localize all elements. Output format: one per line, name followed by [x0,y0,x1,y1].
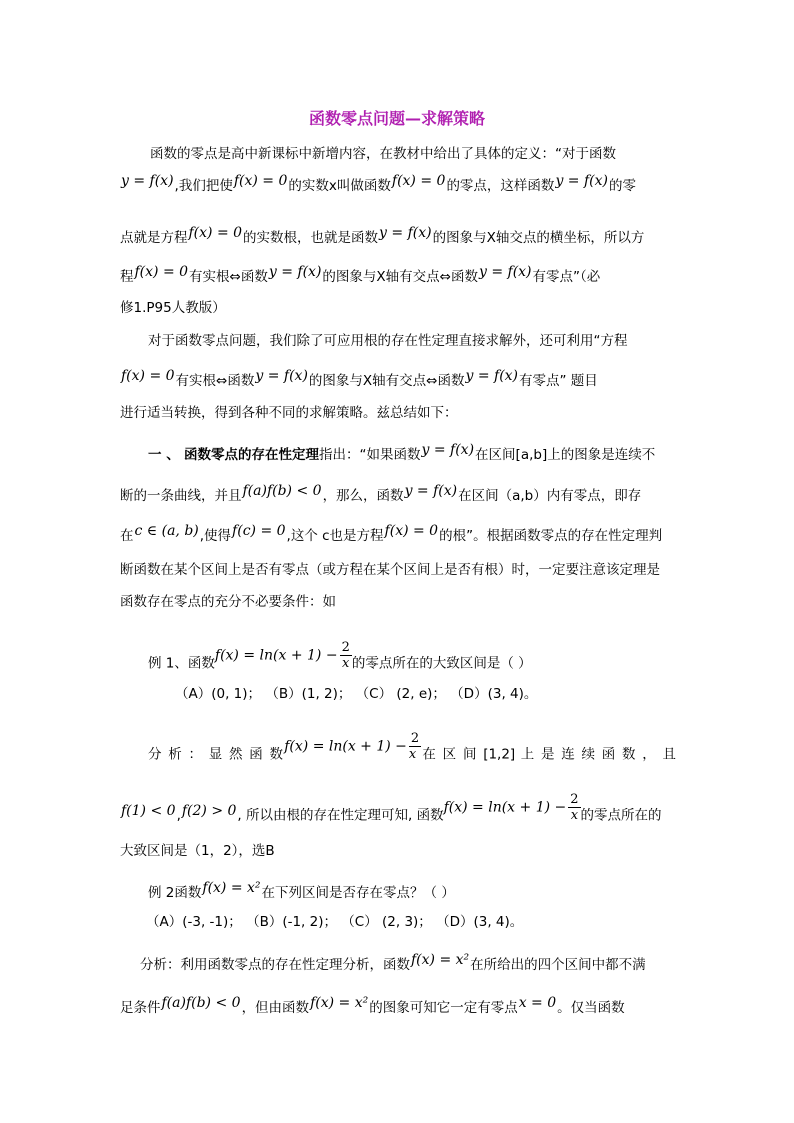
math-formula: f(x) = 0 [233,173,288,189]
fraction-denominator: x [342,656,350,671]
math-formula: y = f(x) [268,264,322,280]
math-formula: f(x) = 0 [188,225,243,241]
document-title: 函数零点问题—求解策略 [308,109,485,128]
text-run: 例 2函数 [148,885,202,901]
text-run: ,我们把使 [174,178,233,194]
text-run: 的图象与X轴有交点⇔函数 [308,373,465,389]
text-run: 的图象与X轴有交点⇔函数 [322,269,478,285]
text-run: 的零点所在的 [580,807,662,824]
math-formula: f(x) = 0 [391,173,446,189]
text-run: 在所给出的四个区间中都不满 [470,957,646,973]
text-run: 指出：“如果函数 [319,447,421,463]
paragraph-line [120,262,676,292]
fraction-denominator: x [570,808,579,823]
text-run: 修1.P95人教版） [120,300,226,316]
math-formula: y = f(x) [478,264,532,280]
example-1-line [120,640,676,678]
paragraph-line [120,398,676,428]
text-run: 例 1、函数 [148,655,215,672]
paragraph-line [120,587,676,617]
text-run: 断的一条曲线，并且 [120,488,242,504]
text-run: 有实根⇔函数 [189,269,268,285]
text-run: ,使得 [199,528,232,544]
paragraph-line [120,223,676,253]
fraction-denominator: x [408,747,417,762]
math-formula: f(x) = 0 [384,523,439,539]
paragraph-line [120,171,676,201]
math-formula: f(a)f(b) < 0 [161,995,241,1011]
analysis-line [120,731,676,769]
math-formula: f(2) > 0 [181,802,237,819]
example-1-options [120,679,676,709]
text-run: 进行适当转换，得到各种不同的求解策略。兹总结如下： [120,405,458,421]
fraction-numerator: 2 [341,640,350,655]
math-formula [444,792,581,823]
math-formula [215,640,352,671]
text-run: 在区间（a,b）内有零点，即存 [458,488,642,504]
paragraph-line [120,366,676,396]
text-run: 的零点，这样函数 [446,178,555,194]
text-run: ，但由函数 [241,1000,310,1016]
fraction-numerator: 2 [570,792,579,807]
math-formula: x = 0 [518,995,557,1011]
math-formula: f(a)f(b) < 0 [242,483,322,499]
math-formula: y = f(x) [421,442,475,458]
analysis-line [120,950,676,980]
text-run: 的实数根，也就是函数 [243,230,379,246]
text-run: 的图象与X轴交点的横坐标，所以方 [432,230,645,246]
paragraph-line [120,521,676,551]
fraction-numerator: 2 [410,731,420,746]
section-heading: 函数零点的存在性定理 [184,447,319,463]
text-run: 对于函数零点问题，我们除了可应用根的存在性定理直接求解外，还可利用“方程 [148,333,628,349]
section-number: 一 、 [148,447,180,463]
text-run: 程 [120,269,134,285]
text-run: 的根”。根据函数零点的存在性定理判 [439,528,663,544]
fraction [340,640,352,671]
text-run: 的零 [608,178,636,194]
text-run: 的零点所在的大致区间是（ ） [351,655,532,672]
formula-lhs: f(x) = ln(x + 1) − [284,738,407,755]
text-run: 函数存在零点的充分不必要条件：如 [120,594,336,610]
math-formula: f(x) = 0 [121,368,175,384]
text-run: , 所以由根的存在性定理可知, 函数 [237,807,444,824]
text-run: 有零点” 题目 [519,373,598,389]
formula-lhs: f(x) = ln(x + 1) − [443,799,567,816]
paragraph-line [120,993,676,1023]
paragraph-line [120,326,676,356]
text-run: 点就是方程 [120,230,188,246]
math-formula: y = f(x) [465,368,519,384]
text-run: 在 区 间 [1,2] 上 是 连 续 函 数 ， 且 [421,746,676,763]
math-formula: f(1) < 0 [121,802,176,819]
paragraph-line [120,481,676,511]
example-2-line [120,878,676,908]
text-run: ,这个 c也是方程 [286,528,384,544]
math-formula [284,731,421,762]
math-formula: f(x) = x² [202,880,261,896]
paragraph-line [120,139,676,169]
example-2-options [120,907,676,937]
text-run: 断函数在某个区间上是否有零点（或方程在某个区间上是否有根）时，一定要注意该定理是 [120,562,660,578]
math-formula: f(x) = x² [310,995,369,1011]
text-run: 在下列区间是否存在零点？（ ） [261,885,455,901]
text-run: 在区间[a,b]上的图象是连续不 [475,447,656,463]
formula-lhs: f(x) = ln(x + 1) − [214,647,338,664]
paragraph-line [120,555,676,585]
text-run: 足条件 [120,1000,161,1016]
paragraph-line [120,792,676,830]
text-run: ，那么，函数 [322,488,404,504]
math-formula: y = f(x) [379,225,432,241]
text-run: , [176,807,181,824]
fraction [409,731,421,762]
text-run: 有实根⇔函数 [175,373,255,389]
text-run: 的图象可知它一定有零点 [369,1000,518,1016]
paragraph-line [120,293,676,323]
paragraph-line [120,836,676,866]
math-formula: f(x) = 0 [134,264,189,280]
math-formula: y = f(x) [404,483,458,499]
text-run: 的实数x叫做函数 [288,178,391,194]
text-run: 有零点”（必 [532,269,601,285]
text-run: 分析：利用函数零点的存在性定理分析，函数 [140,957,410,973]
section-heading-line [120,440,676,470]
text-run: 函数的零点是高中新课标中新增内容，在教材中给出了具体的定义：“对于函数 [150,146,616,162]
math-formula: y = f(x) [555,173,608,189]
text-run: 。仅当函数 [557,1000,625,1016]
math-formula: f(c) = 0 [232,523,286,539]
text-run: 大致区间是（1，2），选B [120,843,275,859]
math-formula: y = f(x) [255,368,308,384]
text-run: （A）(0, 1)； （B）(1, 2)； （C） (2, e)； （D）(3, 4)。 [175,686,538,702]
text-run: 在 [120,528,134,544]
text-run: 分 析 ： 显 然 函 数 [148,746,285,763]
math-formula: f(x) = x² [411,952,470,968]
math-formula: c ∈ (a, b) [134,523,199,539]
fraction [568,792,580,823]
math-formula: y = f(x) [121,173,174,189]
text-run: （A）(-3, -1)； （B）(-1, 2)； （C） (2, 3)； （D）(3, 4)。 [146,914,524,930]
